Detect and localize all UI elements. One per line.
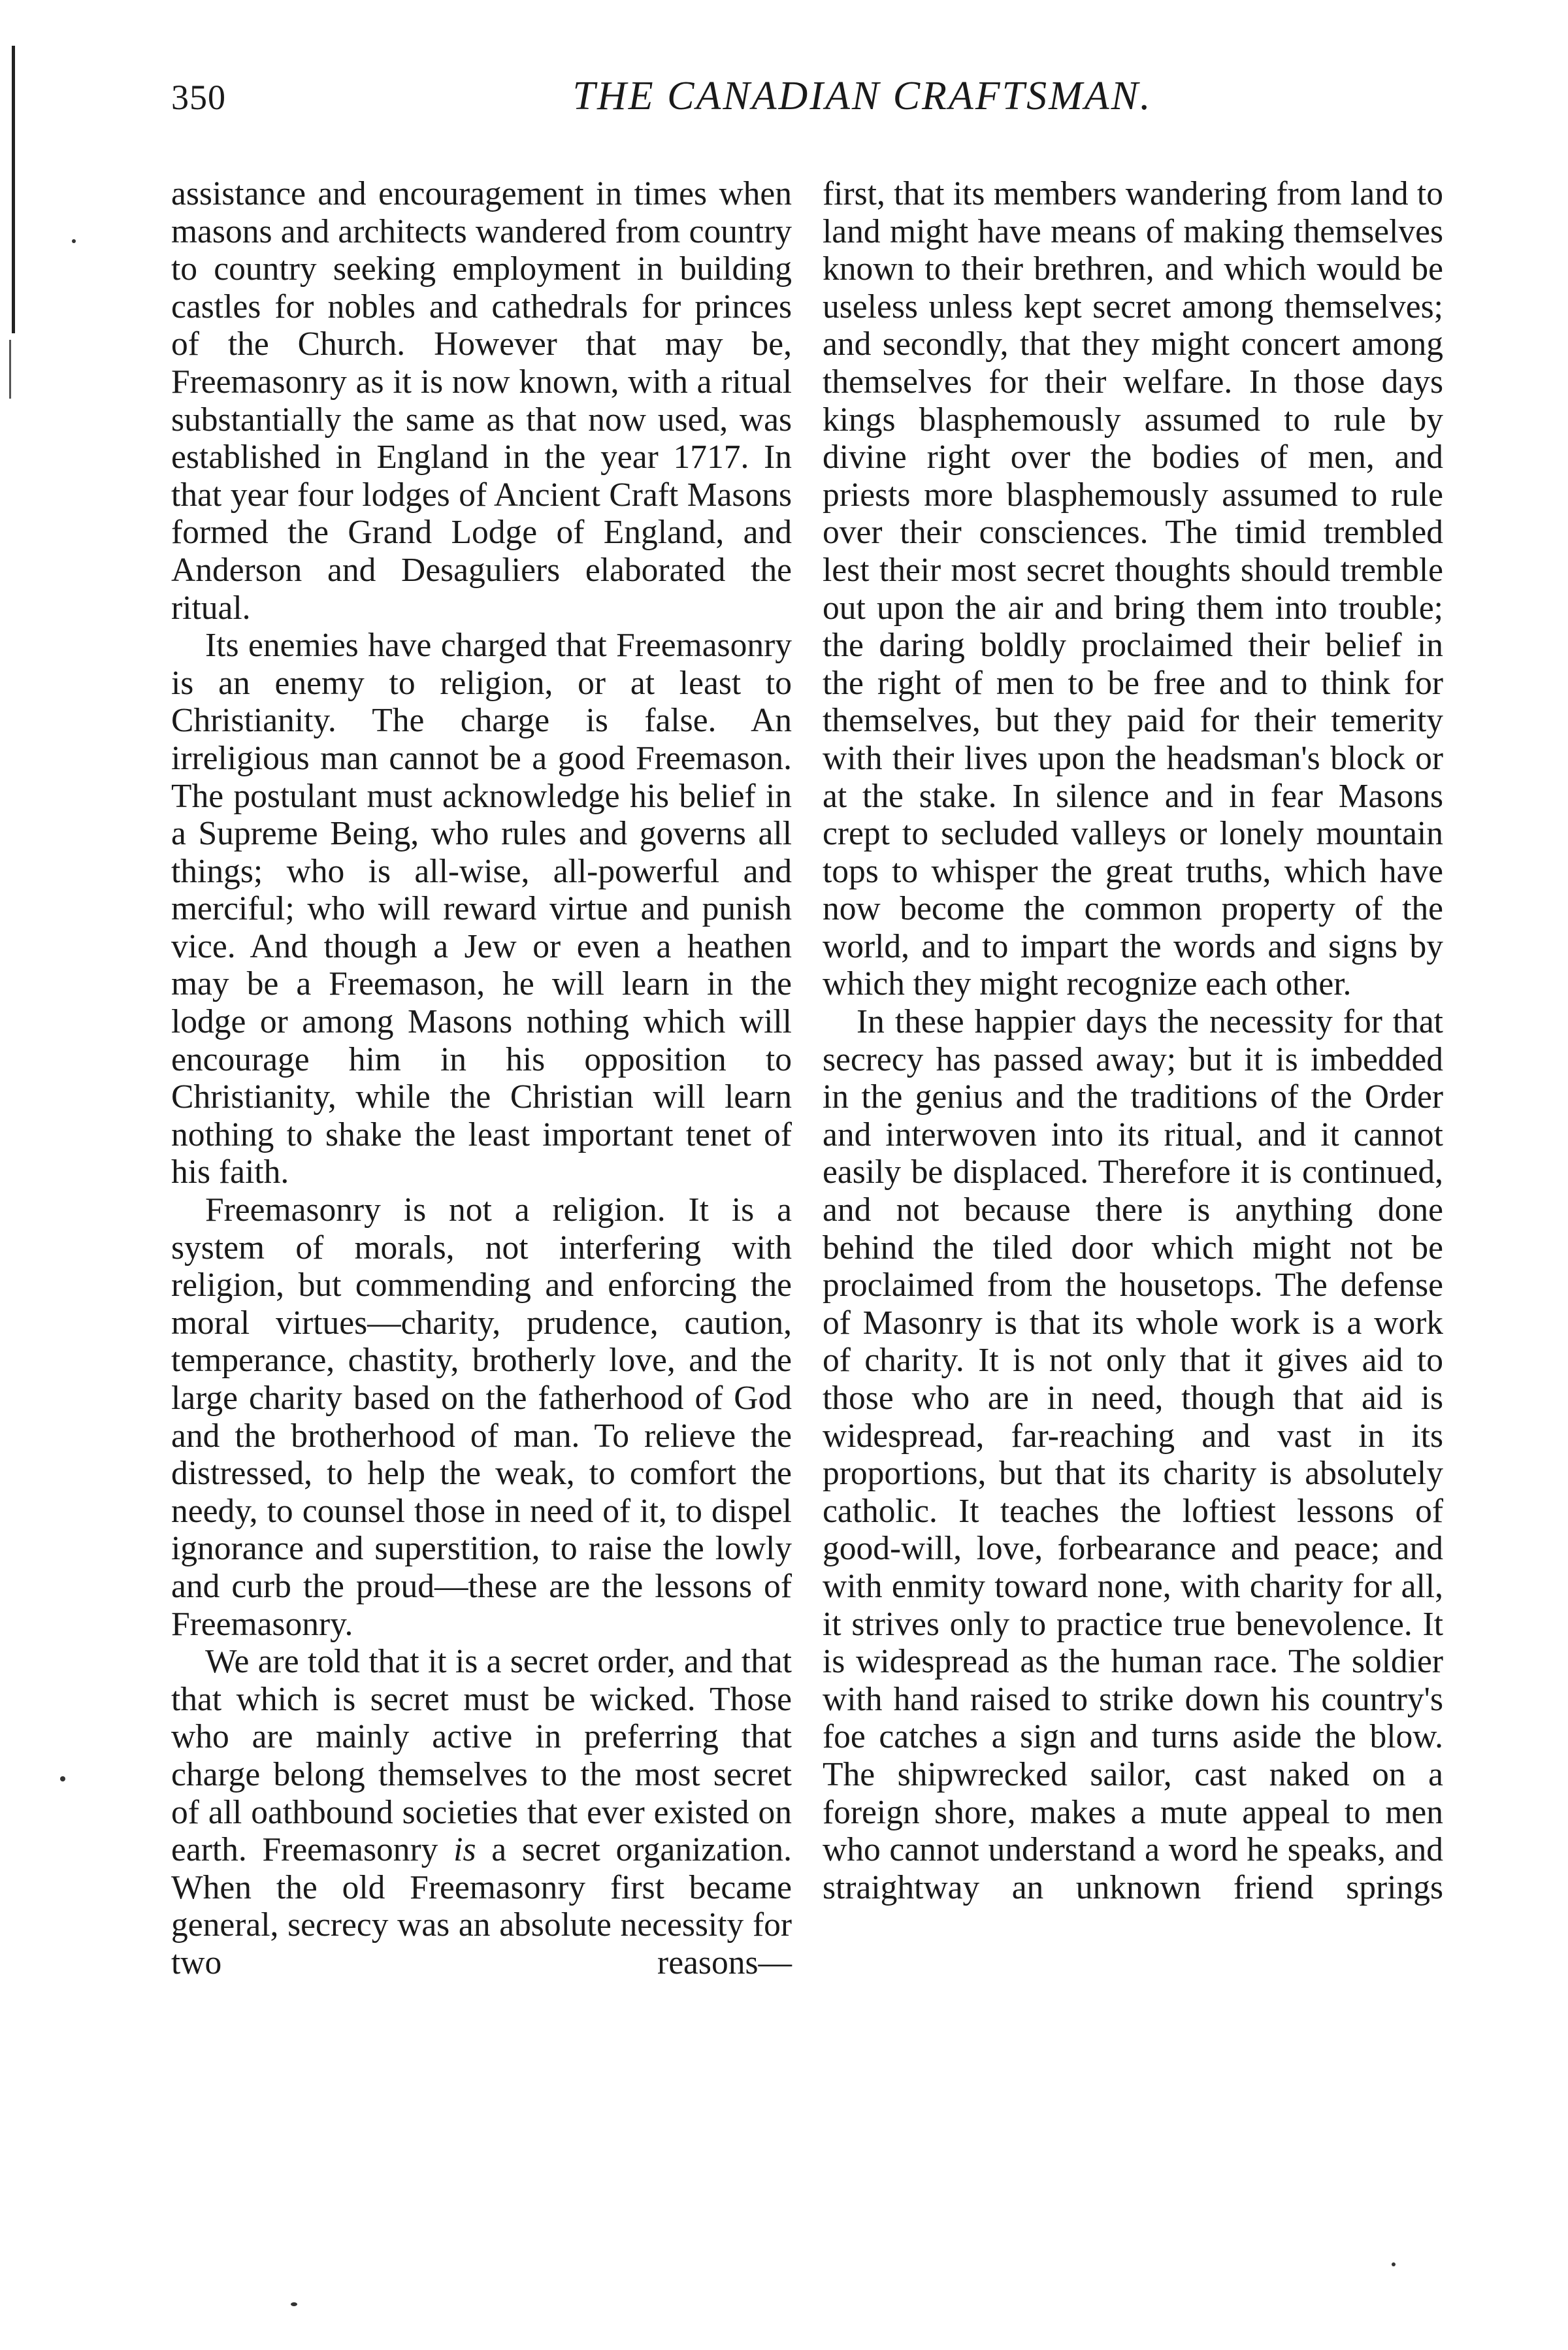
- page-number: 350: [171, 78, 226, 117]
- left-paragraph-1: assistance and encouragement in times when masons and architects wandered from country to country seeking employment in building castles for nobles and cathedrals for princes of the Church. However that may be, Freemasonry as it is now known, with a ritual substantially the same as that now used, was established in England in the year 1717. In that year four lodges of Ancient Craft Masons formed the Grand Lodge of England, and Anderson and Desaguliers elaborated the ritual.: [171, 175, 792, 627]
- left-paragraph-4-part-1: We are told that it is a secret order, and that that which is secret must be wicked. Those who are mainly active in preferring that charge belong themselves to the most secret of all oathbound societies that ever existed on earth. Freemasonry: [171, 1643, 792, 1869]
- right-column: [823, 175, 1443, 1906]
- binding-edge-mark: [12, 46, 15, 333]
- scan-speck: [291, 2302, 297, 2306]
- left-paragraph-4: [171, 1643, 792, 1981]
- left-paragraph-3: Freemasonry is not a religion. It is a system of morals, not interfering with religion, but commending and enforcing the moral virtues—charity, prudence, caution, temperance, chastity, brotherly love, and the large charity based on the fatherhood of God and the brotherhood of man. To relieve the distressed, to help the weak, to comfort the needy, to counsel those in need of it, to dispel ignorance and superstition, to raise the lowly and curb the proud—these are the lessons of Freemasonry.: [171, 1191, 792, 1643]
- right-paragraph-1: first, that its members wandering from land to land might have means of making themselves known to their brethren, and which would be useless unless kept secret among themselves; and secondly, that they might concert among themselves for their welfare. In those days kings blasphemously assumed to rule by divine right over the bodies of men, and priests more blasphemously assumed to rule over their consciences. The timid trembled lest their most secret thoughts should tremble out upon the air and bring them into trouble; the daring boldly proclaimed their belief in the right of men to be free and to think for themselves, but they paid for their temerity with their lives upon the headsman's block or at the stake. In silence and in fear Masons crept to secluded valleys or lonely mountain tops to whisper the great truths, which have now become the common property of the world, and to impart the words and signs by which they might recognize each other.: [823, 175, 1443, 1003]
- binding-edge-mark-lower: [9, 340, 11, 399]
- left-column: [171, 175, 792, 1982]
- scan-speck: [72, 239, 76, 243]
- left-paragraph-4-part-2: a secret organization. When the old Freemasonry first became general, secrecy was an absolute necessity for two reasons—: [171, 1831, 792, 1981]
- running-title: THE CANADIAN CRAFTSMAN.: [572, 74, 1152, 118]
- right-paragraph-2: In these happier days the necessity for that secrecy has passed away; but it is imbedded in the genius and the traditions of the Order and interwoven into its ritual, and it cannot easily be displaced. Therefore it is continued, and not because there is anything done behind the tiled door which might not be proclaimed from the housetops. The defense of Masonry is that its whole work is a work of charity. It is not only that it gives aid to those who are in need, though that aid is widespread, far-reaching and vast in its proportions, but that its charity is absolutely catholic. It teaches the loftiest lessons of good-will, love, forbearance and peace; and with enmity toward none, with charity for all, it strives only to practice true benevolence. It is widespread as the human race. The soldier with hand raised to strike down his country's foe catches a sign and turns aside the blow. The shipwrecked sailor, cast naked on a foreign shore, makes a mute appeal to men who cannot understand a word he speaks, and straightway an unknown friend springs: [823, 1003, 1443, 1906]
- scan-speck: [60, 1776, 65, 1781]
- scan-speck: [1392, 2262, 1396, 2266]
- left-paragraph-2: Its enemies have charged that Freemasonry is an enemy to religion, or at least to Christianity. The charge is false. An irreligious man cannot be a good Freemason. The postulant must acknowledge his belief in a Supreme Being, who rules and governs all things; who is all-wise, all-powerful and merciful; who will reward virtue and punish vice. And though a Jew or even a heathen may be a Freemason, he will learn in the lodge or among Masons nothing which will encourage him in his opposition to Christianity, while the Christian will learn nothing to shake the least important tenet of his faith.: [171, 627, 792, 1191]
- left-paragraph-4-emphasis: is: [453, 1831, 476, 1869]
